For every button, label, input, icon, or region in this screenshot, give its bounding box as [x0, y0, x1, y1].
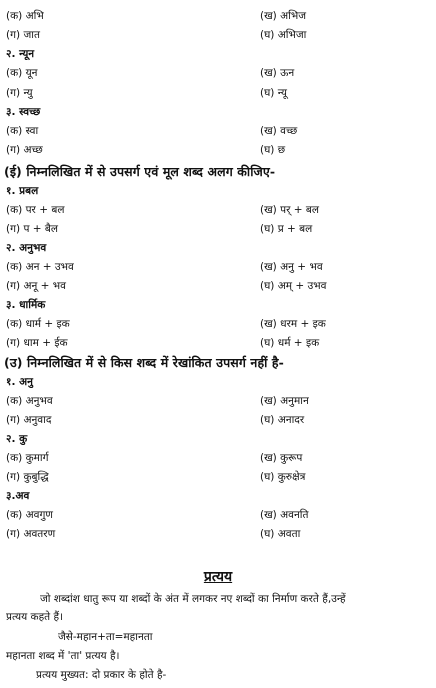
option-kha: (ख) अनुमान	[260, 395, 309, 407]
question-title: १. अनु	[6, 376, 33, 388]
option-row	[0, 508, 436, 526]
question-title: २. अनुभव	[6, 242, 47, 254]
option-kha: (ख) कुरूप	[260, 452, 303, 464]
option-ka: (क) कुमार्ग	[6, 452, 49, 464]
option-kha: (ख) वच्छ	[260, 125, 298, 137]
option-row	[0, 336, 436, 354]
option-row	[0, 527, 436, 545]
option-ka: (क) धार्म + इक	[6, 318, 70, 330]
section-heading: (ई) निम्नलिखित में से उपसर्ग एवं मूल शब्द अलग कीजिए-	[4, 164, 276, 179]
option-kha: (ख) अवनति	[260, 509, 309, 521]
option-row	[0, 28, 436, 46]
question-title: ३. धार्मिक	[6, 299, 46, 311]
option-gha: (घ) अम् + उभव	[260, 280, 327, 292]
question-title: ३. स्वच्छ	[6, 106, 41, 118]
option-kha: (ख) अनु + भव	[260, 261, 323, 273]
question-title: २. न्यून	[6, 48, 35, 60]
question-title: १. प्रबल	[6, 185, 39, 197]
example-line: जैसे-महान+ता=महानता	[58, 631, 153, 643]
option-ka: (क) अन + उभव	[6, 261, 74, 273]
option-ka: (क) पर + बल	[6, 204, 65, 216]
option-row	[0, 203, 436, 221]
definition-line-2: प्रत्यय कहते हैं।	[6, 611, 64, 623]
option-gha: (घ) अवता	[260, 528, 301, 540]
option-gha: (घ) अनादर	[260, 414, 305, 426]
option-ka: (क) स्वा	[6, 125, 39, 137]
types-line: प्रत्यय मुख्यत: दो प्रकार के होते है-	[36, 669, 167, 681]
pratyay-title-block	[0, 567, 436, 586]
option-row	[0, 413, 436, 431]
option-ka: (क) यून	[6, 67, 38, 79]
option-gha: (घ) अभिजा	[260, 29, 307, 41]
option-ga: (ग) अनू + भव	[6, 280, 66, 292]
option-kha: (ख) पर् + बल	[260, 204, 319, 216]
option-ga: (ग) जात	[6, 29, 40, 41]
option-ka: (क) अभि	[6, 10, 44, 22]
option-ga: (ग) प + बैल	[6, 223, 58, 235]
option-row	[0, 9, 436, 27]
option-ga: (ग) धाम + ईक	[6, 337, 68, 349]
option-kha: (ख) ऊन	[260, 67, 295, 79]
section-heading: (उ) निम्नलिखित में से किस शब्द में रेखांकित उपसर्ग नहीं है-	[4, 355, 284, 370]
option-row	[0, 470, 436, 488]
option-ga: (ग) अनुवाद	[6, 414, 52, 426]
option-ga: (ग) अच्छ	[6, 144, 43, 156]
option-kha: (ख) अभिज	[260, 10, 307, 22]
option-row	[0, 222, 436, 240]
option-row	[0, 124, 436, 142]
option-kha: (ख) धरम + इक	[260, 318, 326, 330]
option-row	[0, 451, 436, 469]
option-row	[0, 279, 436, 297]
option-gha: (घ) प्र + बल	[260, 223, 313, 235]
option-gha: (घ) धर्म + इक	[260, 337, 320, 349]
option-ga: (ग) न्यु	[6, 87, 33, 99]
option-row	[0, 143, 436, 161]
option-row	[0, 394, 436, 412]
note-line: महानता शब्द में 'ता' प्रत्यय है।	[6, 650, 120, 662]
question-title: २. कु	[6, 433, 28, 445]
pratyay-title: प्रत्यय	[203, 569, 233, 585]
option-row	[0, 317, 436, 335]
option-ka: (क) अनुभव	[6, 395, 53, 407]
option-gha: (घ) छ	[260, 144, 286, 156]
option-row	[0, 66, 436, 84]
option-gha: (घ) न्यू	[260, 87, 287, 99]
definition-line-1: जो शब्दांश धातु रूप या शब्दों के अंत में लगकर नए शब्दों का निर्माण करते हैं,उन्हें	[40, 593, 346, 605]
question-title: ३.अव	[6, 490, 30, 502]
option-ga: (ग) कुबुद्धि	[6, 471, 49, 483]
option-ga: (ग) अवतरण	[6, 528, 56, 540]
option-gha: (घ) कुरुक्षेत्र	[260, 471, 306, 483]
option-ka: (क) अवगुण	[6, 509, 53, 521]
option-row	[0, 260, 436, 278]
option-row	[0, 86, 436, 104]
